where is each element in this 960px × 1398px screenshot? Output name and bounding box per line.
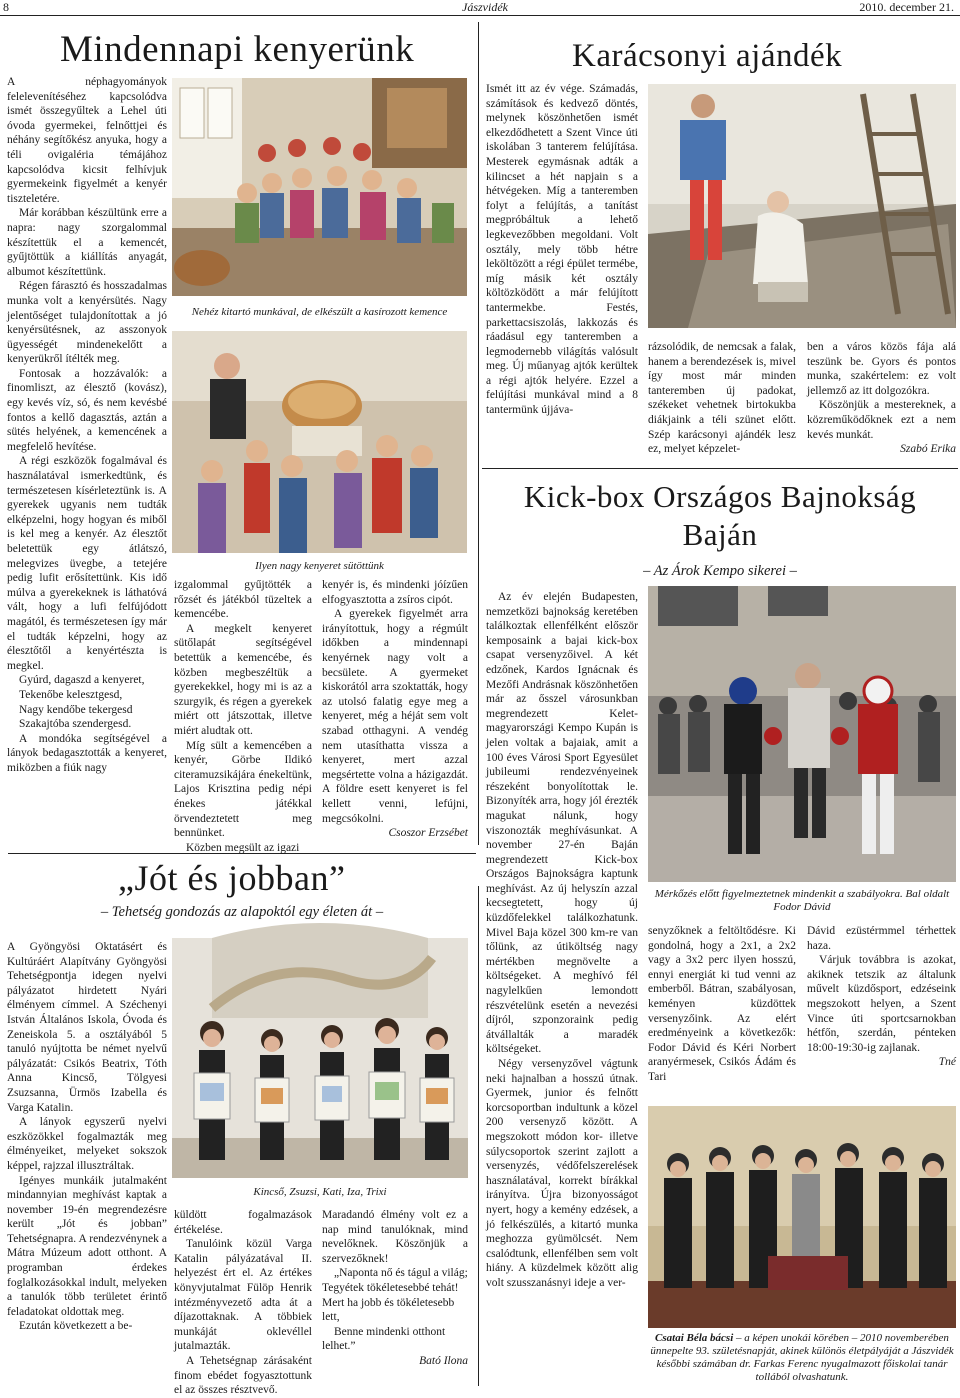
talent-article-subtitle: – Tehetség gondozás az alapoktól egy életen át – (100, 904, 384, 920)
paragraph: A gyerekek figyelmét arra irányítottuk, hogy a régmúlt időkben a mindennapi kenyérnek nagy volt a becsülete. A gyermeket kiskorától arra szoktatták, hogy az utolsó falatig egye meg a kenyeret, még a héját sem volt szabad otthagyni. A vendég nem utasíthatta vissza a kenyeret, mert azzal megsértette volna a házigazdát. A földre esett kenyeret is fel kellett venni, lefújni, megcsókolni. (322, 608, 468, 825)
kickbox-column-2 (648, 924, 796, 1102)
photo-renovation (648, 84, 956, 328)
quote: Benne mindenki otthont lelhet.” (322, 1325, 446, 1353)
kickbox-article-title (484, 478, 956, 554)
paragraph: Négy versenyzővel vágtunk neki hajnalban a hosszú útnak. Gyermek, junior és felnőtt korcsoportban indultunk a közel 200 versenyző között. A megszokott módon kor- illetve súlycsoportok szerint zajlott a versenyzés, védőfelszerelések használatával, korrekt bírákkal irányítva. Újra bizonyosságot nyert, hogy a kemény edzések, a jó felkészülés, a kitartó munka meghozza gyümölcsét. Nem csalódtunk, ellenfélben sem volt hiány. A küzdelmek között alig volt szusszanásnyi ideje a ver- (486, 1058, 638, 1289)
bread-article-title: Mindennapi kenyerünk (60, 29, 415, 70)
talent-column-1 (7, 940, 167, 1386)
paragraph: Tanulóink közül Varga Katalin pályázatával II. helyezést ért el. Az értékes könyvjutalmat Fülöp Henrik intézményvezető adta át a díjazottaknak. A többiek munkáját oklevéllel jutalmazták. (174, 1238, 312, 1353)
paragraph: Az év elején Budapesten, nemzetközi bajnokság keretében találkoztak ellenfélként először kemposaink a bajai kick-box csapat versenyzőivel. A két edzőnek, Kardos Ignácnak és Mezőfi Andrásnak köszönhetően már az ősszel városunkban megrendezett Kelet-magyarországi Kempo Kupán is jelen voltak a bajaiak, amit a 100 éves Városi Sport Egyesület jubileumi rendezvényeinek részeként bonyolítottak le. Bizonyíték arra, hogy jól érezték magukat nálunk, hogy viszonozták meghívásunkat. A november 27-én Baján megrendezett Kick-box Országos Bajnokságra kaptunk meghívást. Az új helyszín azzal kecsegtetett, hogy új küzdőfelekkel találkozhatunk. Mivel Baja közel 300 km-re van tőlünk, az útiköltség nagy mértékben megnövelte a költségeket. A meghívó fél nagylelkűen lemondott részvételünk esetén a nevezési díjról, szponzoraink pedig átvállalták a maradék költségeket. (486, 591, 638, 1056)
paragraph: A néphagyományok felelevenítéséhez kapcsolódva ismét összegyűltek a Lehel úti óvoda gyermekei, felnőttjei és néhány segítőkész anyuka, hogy a téli ovigaléria témájához kapcsolódva kicsit felhívjuk gyermekeink figyelmét a kenyér tiszteletére. (7, 76, 167, 205)
header-rule (0, 15, 960, 16)
gift-article-title: Karácsonyi ajándék (572, 38, 843, 74)
paragraph: Várjuk továbbra is azokat, akiknek tetszik az általunk művelt küzdősport, edzéseink megszokott helyen, a Szent Vince úti sportcsarnokban hétfőn, szerdán, pénteken 18:00-19:30-ig zajlanak. (807, 954, 956, 1054)
paragraph: kenyér is, és mindenki jóízűen elfogyasztotta a zsíros cipót. (322, 579, 468, 606)
quote: „Naponta nő és tágul a világ; Tegyétek tökéletesebbé tehát! Mert ha jobb és tökéletesebb lett, (322, 1267, 468, 1324)
caption-birthday (648, 1332, 956, 1384)
kickbox-title-line-1: Kick-box Országos Bajnokság (523, 479, 917, 514)
kickbox-column-3 (807, 924, 956, 1102)
paragraph: Már korábban készültünk erre a napra: nagy szorgalommal készítettük el a kemencét, gyűjtöttük a kiállítás anyagát, albumot készítettünk. (7, 207, 167, 278)
center-divider-top (478, 22, 479, 845)
center-divider-bottom (478, 886, 479, 1386)
publication-name: Jászvidék (462, 0, 508, 14)
caption-birthday-text: – a képen unokái körében – 2010 novemberében ünnepelte 93. születésnapját, akinek különös életpályáját a Jászvidék későbbi számában dr. Farkas Ferenc nyugalmazott főiskolai tanár tollából olvashatunk. (650, 1332, 954, 1383)
paragraph: A mondóka segítségével a lányok bedagasztották a kenyeret, miközben a fiúk nagy (7, 732, 167, 774)
photo-children-kiln (172, 78, 467, 296)
verse-line: Szakajtóba szendergesd. (19, 718, 132, 731)
author-signature: Csoszor Erzsébet (388, 827, 468, 840)
kickbox-column-1 (486, 590, 638, 1386)
caption-kickbox: Mérkőzés előtt figyelmeztetnek mindenkit a szabályokra. Bal oldalt Fodor Dávid (654, 888, 950, 913)
paragraph: Közben megsült az igazi (186, 841, 300, 854)
paragraph: A lányok egyszerű nyelvi eszközökkel fogalmazták meg élményeiket, melyeket sokszok képpel, rajzzal illusztráltak. (7, 1116, 167, 1172)
kickbox-article-subtitle: – Az Árok Kempo sikerei – (643, 563, 797, 579)
photo-kickbox-match (648, 586, 956, 882)
paragraph: izgalommal gyűjtötték a rőzsét és játékból tüzeltek a kemencébe. (174, 579, 312, 621)
bread-column-1 (7, 75, 167, 847)
verse-line: Nagy kendőbe tekergesd (19, 703, 133, 716)
paragraph: A megkelt kenyeret sütőlapát segítségével betettük a kemencébe, és közben megbeszéltük a gyerekekkel, hogy mi is az a szurgyik, és régen a gyerekek miért ott játszottak, illetve miért aludtak ott. (174, 622, 312, 737)
paragraph: Ezután következett a be- (19, 1320, 133, 1333)
page-number: 8 (3, 0, 9, 14)
caption-birthday-name: Csatai Béla bácsi (655, 1332, 734, 1344)
paragraph: A Tehetségnap zárásaként finom ebédet fogyasztottunk el az összes résztvevő. (174, 1354, 312, 1397)
paragraph: Köszönjük a mestereknek, a közreműködőknek ezt a nem kevés munkát. (807, 399, 956, 441)
verse-line: Gyúrd, dagaszd a kenyeret, (19, 674, 145, 687)
paragraph: senyzőknek a feltöltődésre. Ki gondolná, hogy a 2x1, a 2x2 vagy a 3x2 perc ilyen hosszú, ennyi energiát ki tud venni az emberből. Bátran, szabályosan, keményen küzdöttek versenyzőink. Az elért eredményeink a következők: Fodor Dávid és Kéri Norbert aranyérmesek, Csikós Ádám és Tari (648, 925, 796, 1083)
paragraph: Fontosak a hozzávalók: a finomliszt, az élesztő (kovász), egy kevés víz, só, és nem kevésbé fontos a kellő dagasztás, aztán a sütés helyének, a kemencének a megfelelő hevítése. (7, 367, 167, 453)
page-header (0, 0, 960, 14)
author-signature: Szabó Erika (900, 443, 956, 456)
paragraph: rázsolódik, de nemcsak a falak, hanem a berendezések is, mivel így most már minden tanteremben új padokat, székeket vehetnek birtokukba diákjaink a téli szünet előtt. Szép karácsonyi ajándék lesz ez, melyet képzelet- (648, 341, 796, 456)
paragraph: Régen fárasztó és hosszadalmas munka volt a kenyérsütés. Nagy jelentőséget tulajdonítottak a jó kenyérsütésnek, az asszonyok ügyességét mindenekelőtt a kenyerükről ítélték meg. (7, 280, 167, 366)
author-signature: Tné (938, 1056, 956, 1069)
talent-article-title: „Jót és jobban” (118, 858, 346, 898)
paragraph: Dávid ezüstérmmel térhettek haza. (807, 925, 956, 952)
gift-column-1 (486, 82, 638, 462)
paragraph: A Gyöngyösi Oktatásért és Kultúráért Alapítvány Gyöngyösi Tehetségpontja idegen nyelvi pályázatot hirdetett Nyári élményem címmel. A Széchenyi István Általános Iskola, Óvoda és Zeneiskola 5. a osztályából 5 tanuló nyújtotta be német nyelvű pályázatát: Csikós Beatrix, Tóth Anna Kincső, Tölgyesi Zsuzsanna, Ürmös Izabella és Varga Katalin. (7, 941, 167, 1114)
caption-kiln: Nehéz kitartó munkával, de elkészült a kasírozott kemence (191, 306, 448, 318)
photo-five-girls (172, 938, 468, 1178)
gift-column-3 (807, 340, 956, 462)
caption-bread: Ilyen nagy kenyeret sütöttünk (255, 560, 384, 572)
kickbox-title-line-2: Baján (682, 517, 758, 552)
talent-column-2 (174, 1208, 312, 1397)
gift-column-2 (648, 340, 796, 462)
photo-big-bread (172, 331, 467, 553)
paragraph: Maradandó élmény volt ez a nap mind tanulóknak, mind nevelőknek. Köszönjük a szervezőknek! (322, 1209, 468, 1265)
bread-column-3 (322, 578, 468, 840)
caption-girls: Kincső, Zsuzsi, Kati, Iza, Trixi (253, 1186, 387, 1198)
photo-family-birthday (648, 1106, 956, 1328)
section-rule-right (482, 468, 958, 469)
paragraph: Igényes munkáik jutalmaként mindannyian meghívást kaptak a november 19-én megrendezésre került „Jót és jobban” Tehetségnapra. A rendezvénynek a Mátra Múzeum adott otthont. A programban érdekes foglalkozásokkal indult, melyeken a tanulók több területet érintő feladatokat oldottak meg. (7, 1174, 167, 1318)
paragraph: küldött fogalmazások értékelése. (174, 1209, 312, 1236)
author-signature: Bató Ilona (419, 1354, 468, 1367)
bread-column-2 (174, 578, 312, 854)
paragraph: Ismét itt az év vége. Számadás, számítások és kedvező döntés, melynek köszönhetően ismét elkezdődhetett a Szent Vince úti iskolában 3 tanterem felújítása. Mesterek egymásnak adták a kilincset a hét napjain s a hétvégeken. Míg a tanteremben folyt a felújítás, a tanítást megpróbáltuk a lehető legkevezőbben megoldani. Volt osztály, mely több hétre leköltözött a régi épület termébe, míg másik két osztály költözködött a már felújított tantermekbe. Festés, parkettacsiszolás, lakkozás és ráadásul egy tanteremben a legmodernebb világítás valósult meg. Új műanyag ajtók kerültek a régi ajtók helyére. Ezzel a felújítási munkával mind a 8 tantermünk újjáva- (486, 83, 638, 417)
issue-date: 2010. december 21. (859, 0, 954, 14)
talent-column-3 (322, 1208, 468, 1386)
paragraph: ben a város közös fája alá teszünk be. Gyors és pontos munka, szakértelem: ez volt jellemző az itt dolgozókra. (807, 341, 956, 397)
verse-line: Tekenőbe kelesztgesd, (19, 688, 123, 701)
paragraph: A régi eszközök fogalmával és használatával ismerkedtünk, és természetesen kísérleteztünk is. A gyerekek ugyanis nem tudták elképzelni, hogy hogyan és miből is kel meg a kenyér. Az élesztőt beletettük egy átlátszó, melegvizes üvegbe, a tetejére pedig lufit erősítettünk. Kis idő múlva a gyerekeknek is láthatóvá vált, hogy a lufi felfújódott magától, és természetesen így már el tudták képzelni, hogy az élesztőtől a kenyértészta is megkel. (7, 455, 167, 672)
paragraph: Míg sült a kemencében a kenyér, Görbe Ildikó citeramuzsikájára énekeltünk, Lajos Krisztina pedig népi énekes játékkal örvendeztetett meg bennünket. (174, 739, 312, 840)
